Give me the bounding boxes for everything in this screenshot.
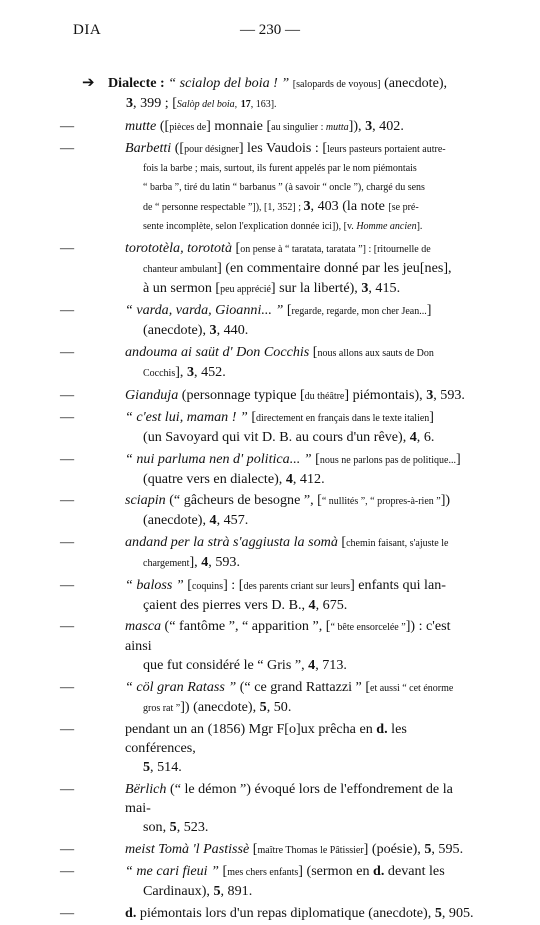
- index-entry: — sciapin (“ gâcheurs de besogne ”, [“ nullités ”, “ propres-à-rien ”]) (anecdote), 4, 457.: [60, 492, 451, 529]
- index-entry: — andouma ai saüt d' Don Cocchis [nous allons aux sauts de Don Cocchis], 3, 452.: [60, 343, 434, 380]
- index-entry: — mutte ([pièces de] monnaie [au singulier : mutta]), 3, 402.: [60, 117, 404, 134]
- page-number: — 230 —: [240, 22, 300, 38]
- index-entry: ➔ Dialecte : “ scialop del boia ! ” [salopards de voyous] (anecdote), 3, 399 ; [Salòp del boia, 17, 163].: [82, 73, 448, 111]
- index-entry: — Bërlich (“ le démon ”) évoqué lors de l'effondrement de la mai- son, 5, 523.: [60, 780, 453, 835]
- index-entry: — Barbetti ([pour désigner] les Vaudois : [leurs pasteurs portaient autre- fois la barbe ; mais, surtout, ils furent appelés par le nom piémontais “ barba ”, tiré du latin “ barbanus ” (à savoir “ oncle ”), chargé du sens de “ personne respectable ”]), [1, 352] ; 3, 403 (la note [se pré- sente incomplète, selon l'explication donnée ici]), [v. Homme ancien].: [60, 140, 446, 233]
- index-entry: — pendant un an (1856) Mgr F[o]ux prêcha en d. les conférences, 5, 514.: [60, 721, 407, 776]
- index-entry: — “ baloss ” [coquins] : [des parents criant sur leurs] enfants qui lan- çaient des pierres vers D. B., 4, 675.: [60, 576, 446, 613]
- index-entry: — “ me cari fieui ” [mes chers enfants] (sermon en d. devant les Cardinaux), 5, 891.: [60, 863, 445, 900]
- index-entry: — Gianduja (personnage typique [du théâtre] piémontais), 3, 593.: [60, 386, 465, 403]
- index-entry: — d. piémontais lors d'un repas diplomatique (anecdote), 5, 905.: [60, 904, 474, 921]
- index-entry: — torototèla, torototà [on pense à “ taratata, taratata ”] : [ritournelle de chanteur ambulant] (en commentaire donné par les jeu[nes], à un sermon [peu apprécié] sur la liberté), 3, 415.: [60, 239, 452, 296]
- page-header: [0, 22, 540, 46]
- index-entry: — “ nui parluma nen d' politica... ” [nous ne parlons pas de politique...] (quatre vers en dialecte), 4, 412.: [60, 450, 461, 487]
- index-entry: — meist Tomà 'l Pastissè [maître Thomas le Pâtissier] (poésie), 5, 595.: [60, 840, 464, 857]
- index-entry: — andand per la strà s'aggiusta la somà [chemin faisant, s'ajuste le chargement], 4, 593.: [60, 533, 449, 570]
- section-heading: DIA: [73, 22, 102, 38]
- index-entries: [60, 74, 478, 925]
- index-entry: — “ varda, varda, Gioanni... ” [regarde, regarde, mon cher Jean...] (anecdote), 3, 440.: [60, 302, 432, 339]
- index-entry: — “ c'est lui, maman ! ” [directement en français dans le texte italien] (un Savoyard qui vit D. B. au cours d'un rêve), 4, 6.: [60, 409, 435, 446]
- arrow-icon: ➔: [82, 73, 95, 91]
- entry-heading: Dialecte :: [108, 75, 165, 91]
- index-entry: — “ cöl gran Ratass ” (“ ce grand Rattazzi ” [et aussi “ cet énorme gros rat ”]) (anecdote), 5, 50.: [60, 678, 454, 715]
- index-entry: — masca (“ fantôme ”, “ apparition ”, [“ bête ensorcelée ”]) : c'est ainsi que fut considéré le “ Gris ”, 4, 713.: [60, 618, 451, 674]
